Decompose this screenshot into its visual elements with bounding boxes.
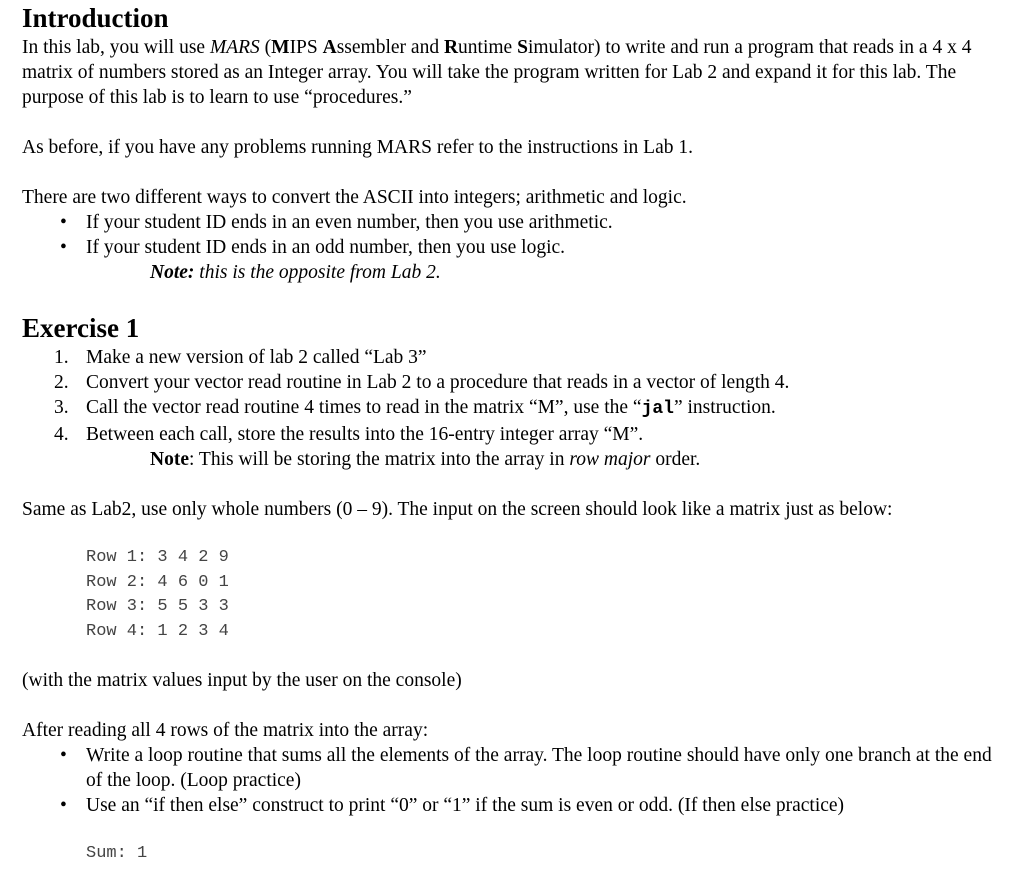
jal-code: jal: [641, 399, 674, 419]
task-bullet-list: [22, 743, 1012, 818]
bullet-icon: •: [60, 795, 67, 816]
step-number: 4.: [54, 424, 69, 445]
exercise-note: [22, 447, 1012, 472]
intro-text-6: imulator) to write and run a program that reads in a 4 x 4 matrix of numbers stored as an Integer array. You will take the program written for Lab 2 and expand it for this lab. The purpose of this lab is to learn to use “procedures.”: [22, 37, 972, 108]
step-text: Call the vector read routine 4 times to read in the matrix “M”, use the “: [86, 397, 642, 418]
bullet-icon: •: [60, 237, 67, 258]
mips-m: M: [271, 37, 290, 58]
step-text: Between each call, store the results into the 16-entry integer array “M”.: [86, 424, 644, 445]
exercise-steps-list: [22, 345, 1012, 447]
list-item: [22, 345, 1012, 370]
row-major-text: row major: [569, 449, 651, 470]
console-row: Row 1: 3 4 2 9: [86, 548, 229, 567]
bullet-text: Use an “if then else” construct to print “0” or “1” if the sum is even or odd. (If then else practice): [86, 795, 845, 816]
intro-text-1: In this lab, you will use: [22, 37, 210, 58]
console-row: Row 2: 4 6 0 1: [86, 572, 229, 592]
intro-note: [22, 260, 1012, 285]
intro-text-4: ssembler and: [336, 37, 444, 58]
step-number: 1.: [54, 347, 69, 368]
bullet-text: If your student ID ends in an even number, then you use arithmetic.: [86, 212, 613, 233]
step-text: Convert your vector read routine in Lab 2 to a procedure that reads in a vector of length 4.: [86, 372, 790, 393]
bullet-icon: •: [60, 745, 67, 766]
step-text-end: ” instruction.: [673, 397, 776, 418]
note-label: Note: [150, 449, 189, 470]
intro-text-5: untime: [458, 37, 518, 58]
bullet-text: If your student ID ends in an odd number, then you use logic.: [86, 237, 566, 258]
bullet-icon: •: [60, 212, 67, 233]
exercise-heading: Exercise 1: [22, 313, 140, 343]
list-item: [22, 235, 1012, 260]
introduction-heading: Introduction: [22, 3, 169, 33]
list-item: [22, 395, 1012, 422]
mips-r: R: [443, 37, 459, 58]
after-reading-paragraph: After reading all 4 rows of the matrix into the array:: [22, 720, 429, 741]
intro-paragraph: [22, 35, 1012, 110]
mips-s: S: [517, 37, 528, 58]
step-text: Make a new version of lab 2 called “Lab 3”: [86, 347, 427, 368]
note-text: : This will be storing the matrix into the array in: [188, 449, 570, 470]
user-input-paragraph: (with the matrix values input by the user on the console): [22, 670, 462, 691]
bullet-text: Write a loop routine that sums all the elements of the array. The loop routine should have only one branch at the end of the loop. (Loop practice): [86, 745, 992, 791]
note-text: this is the opposite from Lab 2.: [194, 262, 441, 283]
console-matrix-output: [22, 546, 1012, 644]
mips-a: A: [322, 37, 337, 58]
ascii-convert-paragraph: There are two different ways to convert the ASCII into integers; arithmetic and logic.: [22, 187, 687, 208]
console-sum-output: Sum: 1: [86, 844, 148, 863]
mars-help-paragraph: As before, if you have any problems running MARS refer to the instructions in Lab 1.: [22, 137, 693, 158]
document-page: [22, 0, 1012, 866]
list-item: [22, 743, 1012, 793]
note-label: Note:: [150, 262, 195, 283]
console-row: Row 4: 1 2 3 4: [86, 621, 229, 641]
mars-name: MARS: [209, 37, 260, 58]
step-number: 2.: [54, 372, 69, 393]
list-item: [22, 210, 1012, 235]
intro-text-3: IPS: [289, 37, 323, 58]
list-item: [22, 793, 1012, 818]
same-as-lab2-paragraph: Same as Lab2, use only whole numbers (0 – 9). The input on the screen should look like a matrix just as below:: [22, 499, 893, 520]
console-row: Row 3: 5 5 3 3: [86, 597, 229, 616]
id-bullet-list: [22, 210, 1012, 260]
list-item: [22, 422, 1012, 447]
step-number: 3.: [54, 397, 69, 418]
intro-text-2: (: [259, 37, 272, 58]
list-item: [22, 370, 1012, 395]
note-text-end: order.: [650, 449, 701, 470]
